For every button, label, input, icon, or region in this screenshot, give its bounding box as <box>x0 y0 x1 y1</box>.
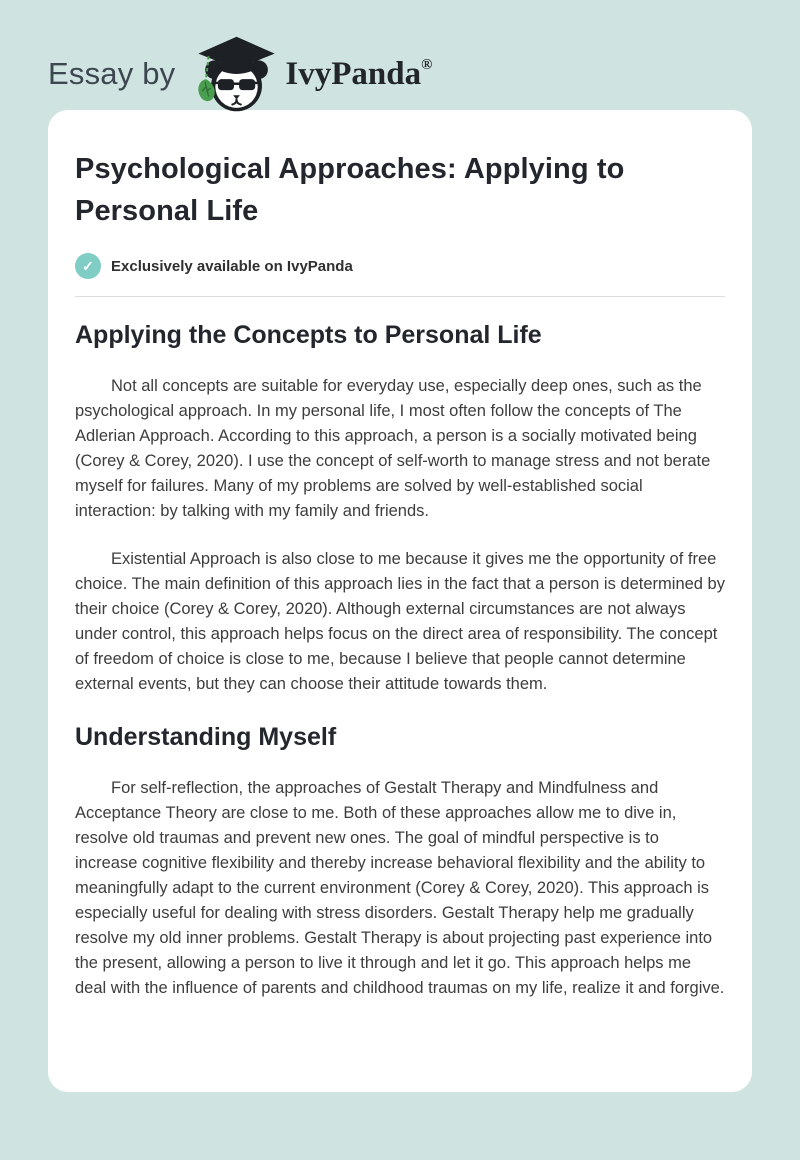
section-heading-understanding-myself: Understanding Myself <box>75 723 337 751</box>
brand-name: IvyPanda <box>285 55 422 92</box>
paragraph: For self-reflection, the approaches of Gestalt Therapy and Mindfulness and Acceptance Theory are close to me. Both of these approaches allow me to dive in, resolve old traumas and prevent new ones. The goal of mindful perspective is to increase cognitive flexibility and thereby increase behavioral flexibility and the ability to meaningfully adapt to the current environment (Corey & Corey, 2020). This approach is especially useful for dealing with stress disorders. Gestalt Therapy help me gradually resolve my old inner problems. Gestalt Therapy is about projecting past experience into the present, allowing a person to live it through and let it go. This approach helps me deal with the influence of parents and childhood traumas on my life, realize it and forgive. <box>75 779 725 997</box>
check-icon: ✓ <box>75 253 101 279</box>
paragraph: Existential Approach is also close to me because it gives me the opportunity of free choice. The main definition of this approach lies in the fact that a person is determined by their choice (Corey & Corey, 2020). Although external circumstances are not always under control, this approach helps focus on the direct area of responsibility. The concept of freedom of choice is close to me, because I believe that people cannot determine external events, but they can choose their attitude towards them. <box>75 550 725 693</box>
ivypanda-panda-logo-icon <box>191 35 277 113</box>
essay-card <box>48 110 752 1092</box>
registered-mark: ® <box>421 56 433 73</box>
essay-by-text: Essay by <box>48 56 176 91</box>
brand-wordmark <box>285 56 432 93</box>
page-header <box>0 0 800 110</box>
essay-title: Psychological Approaches: Applying to Personal Life <box>75 153 625 227</box>
section-heading-applying-concepts: Applying the Concepts to Personal Life <box>75 321 542 349</box>
divider <box>75 296 725 297</box>
availability-badge-label: Exclusively available on IvyPanda <box>111 257 353 275</box>
availability-badge <box>75 253 725 279</box>
paragraph: Not all concepts are suitable for everyday use, especially deep ones, such as the psychological approach. In my personal life, I most often follow the concepts of The Adlerian Approach. According to this approach, a person is a socially motivated being (Corey & Corey, 2020). I use the concept of self-worth to manage stress and not berate myself for failures. Many of my problems are solved by well-established social interaction: by talking with my family and friends. <box>75 377 711 520</box>
